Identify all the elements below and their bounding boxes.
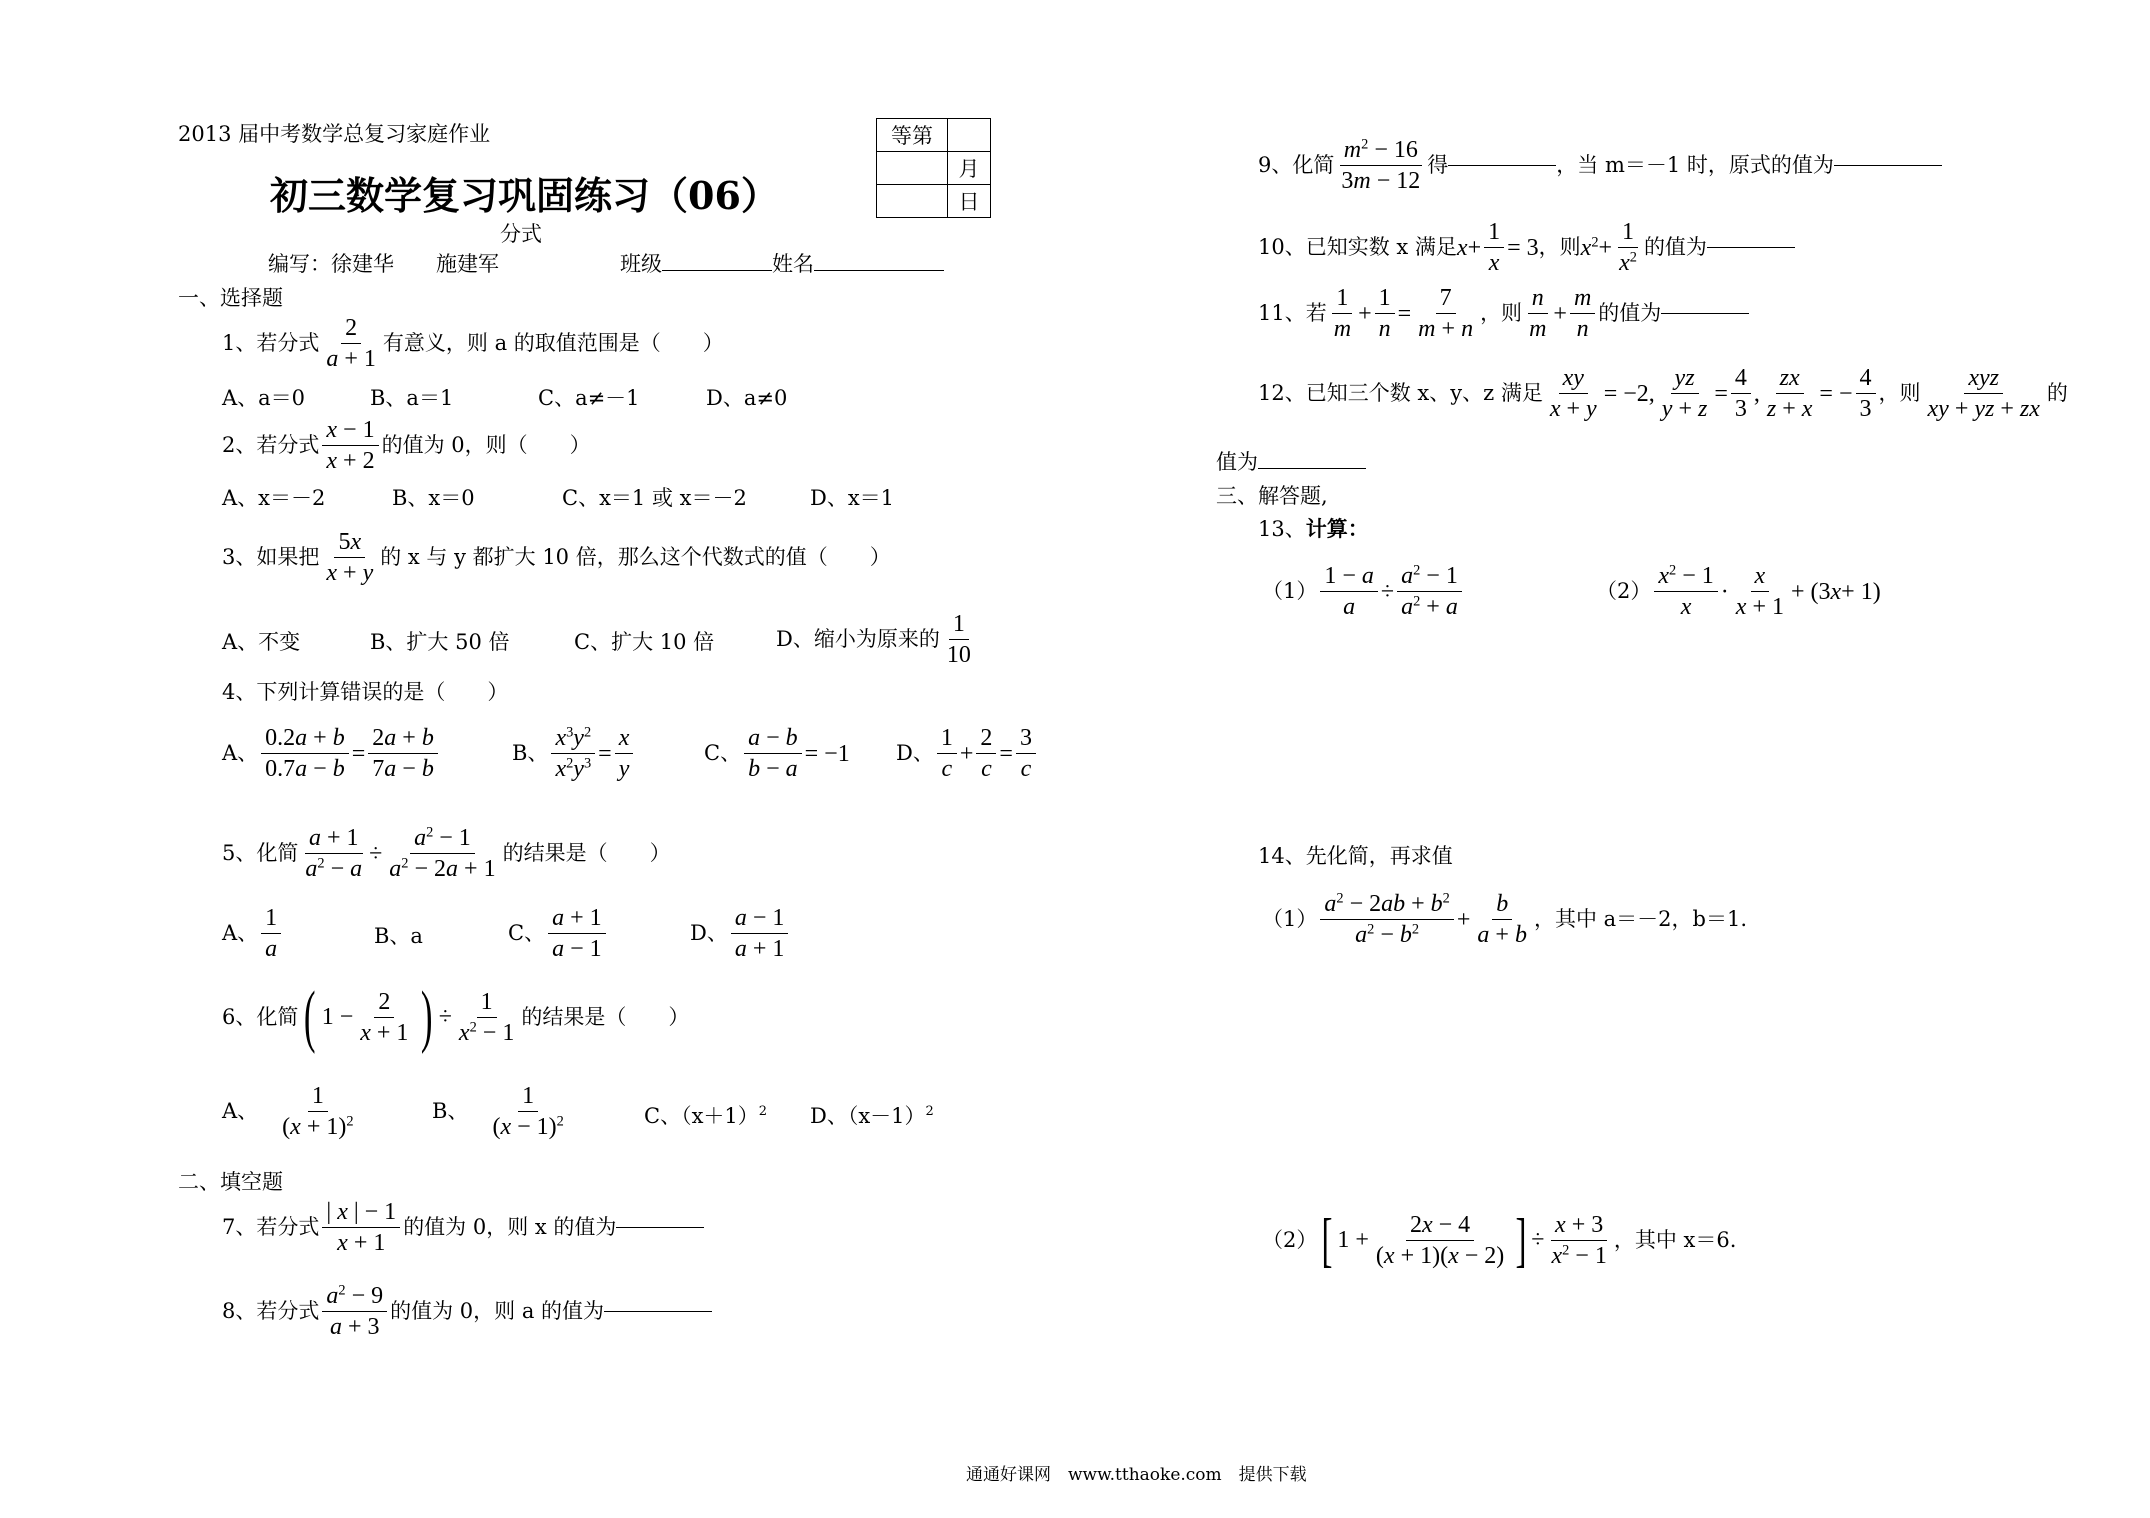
question-14: 14、先化简，再求值 — [1258, 844, 1453, 868]
q12-continuation: 值为 — [1216, 452, 1366, 473]
section-heading-solve: 三、解答题, — [1216, 484, 1328, 508]
question-3: 3、如果把 $\frac{5x}{x + y}$ 的 x 与 y 都扩大 10 倍，那么这个代数式的值（ ） — [222, 529, 891, 586]
q5-option-a[interactable]: A、 $\frac{1}{a}$ — [222, 906, 284, 961]
series-line: 2013 届中考数学总复习家庭作业 — [178, 122, 491, 146]
q9-blank-2[interactable] — [1834, 165, 1942, 166]
q13-part-2: （2） $\frac{x^2 - 1}{x}$ · $\frac{x}{x + 1}$ + (3 x + 1) — [1596, 562, 1881, 620]
question-7: 7、若分式 $\frac{| x | - 1}{x + 1}$ 的值为 0，则 x 的值为 — [222, 1200, 704, 1255]
q1-option-a[interactable]: A、a＝0 — [222, 386, 306, 410]
q3-option-c[interactable]: C、扩大 10 倍 — [574, 630, 715, 654]
q6-option-b[interactable]: B、 $\frac{1}{(x - 1)^2}$ — [432, 1083, 564, 1140]
q8-answer-blank[interactable] — [604, 1311, 712, 1312]
section-heading-fill: 二、填空题 — [178, 1170, 283, 1194]
q4-option-c[interactable]: C、 $\frac{a - b}{b - a}$ = −1 — [704, 725, 850, 782]
q10-answer-blank[interactable] — [1707, 247, 1795, 248]
question-11: 11、若 $\frac{1}{m}$ + $\frac{1}{n}$ = $\frac{7}{m + n}$ ，则 $\frac{n}{m}$ + $\frac{m}{n}$ 的值为 — [1258, 286, 1749, 341]
q9-blank-1[interactable] — [1448, 165, 1556, 166]
q14-part-2: （2） [ 1 + $\frac{2x - 4}{(x + 1)(x - 2)}$ ] ÷ $\frac{x + 3}{x^2 - 1}$ ，其中 x＝6. — [1262, 1207, 1737, 1273]
q6-option-d[interactable]: D、$(x-1)^2$ — [810, 1104, 934, 1128]
q11-answer-blank[interactable] — [1661, 313, 1749, 314]
question-6: 6、化简 ( 1 − $\frac{2}{x + 1}$ ) ÷ $\frac{1}{x^2 - 1}$ 的结果是（ ） — [222, 978, 690, 1055]
fraction: $\frac{2}{a + 1}$ — [326, 315, 376, 372]
q1-option-b[interactable]: B、a＝1 — [370, 386, 454, 410]
q12-answer-blank[interactable] — [1258, 468, 1366, 469]
q6-option-a[interactable]: A、 $\frac{1}{(x + 1)^2}$ — [222, 1083, 354, 1140]
topic-label: 分式 — [500, 222, 542, 246]
q4-option-a[interactable]: A、 $\frac{0.2a + b}{0.7a - b}$ = $\frac{2a + b}{7a - b}$ — [222, 726, 441, 781]
q4-option-d[interactable]: D、 $\frac{1}{c}$ + $\frac{2}{c}$ = $\frac{3}{c}$ — [896, 726, 1039, 781]
q4-option-b[interactable]: B、 $\frac{x^3y^2}{x^2y^3}$ = $\frac{x}{y}$ — [512, 726, 636, 781]
class-blank[interactable] — [662, 270, 772, 271]
question-8: 8、若分式 $\frac{a^2 - 9}{a + 3}$ 的值为 0，则 a 的值为 — [222, 1284, 712, 1339]
question-1: 1、若分式 $\frac{2}{a + 1}$ 有意义，则 a 的取值范围是（ ） — [222, 315, 724, 372]
question-10: 10、已知实数 x 满足 x + $\frac{1}{x}$ = 3 ，则 $x^2$ + $\frac{1}{x^2}$ 的值为 — [1258, 220, 1795, 275]
q5-option-c[interactable]: C、 $\frac{a + 1}{a - 1}$ — [508, 906, 609, 961]
q5-option-d[interactable]: D、 $\frac{a - 1}{a + 1}$ — [690, 906, 791, 961]
q5-option-b[interactable]: B、a — [374, 924, 423, 948]
q14-part-1: （1） $\frac{a^2 - 2ab + b^2}{a^2 - b^2}$ + $\frac{b}{a + b}$ ，其中 a＝－2，b＝1. — [1262, 890, 1748, 948]
question-4: 4、下列计算错误的是（ ） — [222, 680, 509, 704]
q2-option-d[interactable]: D、x＝1 — [810, 486, 895, 510]
class-name-fields: 班级 姓名 — [620, 254, 944, 275]
q13-part-1: （1） $\frac{1 - a}{a}$ ÷ $\frac{a^2 - 1}{a^2 + a}$ — [1262, 564, 1465, 619]
question-2: 2、若分式 $\frac{x - 1}{x + 2}$ 的值为 0，则（ ） — [222, 417, 591, 474]
q3-option-a[interactable]: A、不变 — [222, 630, 301, 654]
question-13: 13、计算： — [1258, 516, 1369, 541]
footer-credit: 通通好课网 www.tthaoke.com 提供下载 — [966, 1465, 1307, 1485]
question-12: 12、已知三个数 x、y、z 满足 $\frac{xy}{x + y}$ = −2, $\frac{yz}{y + z}$ = $\frac{4}{3}$ , $\frac{zx}{z + x}$ = − $\frac{4}{3}$ ，则 $\frac{\text{xyz}}{xy + yz + zx}$ 的 — [1258, 365, 2068, 422]
q1-option-d[interactable]: D、a≠0 — [706, 386, 788, 410]
q2-option-c[interactable]: C、x＝1 或 x＝－2 — [562, 486, 747, 510]
q2-option-a[interactable]: A、x＝－2 — [222, 486, 326, 510]
authors-line: 编写：徐建华 施建军 — [268, 252, 499, 276]
q3-option-b[interactable]: B、扩大 50 倍 — [370, 630, 510, 654]
q1-option-c[interactable]: C、a≠－1 — [538, 386, 640, 410]
question-9: 9、化简 $\frac{m^2 - 16}{3m - 12}$ 得 ，当 m＝－1 时，原式的值为 — [1258, 138, 1942, 193]
grade-stamp-box: 等第 月 日 — [876, 118, 991, 218]
section-heading-choice: 一、选择题 — [178, 286, 283, 310]
q2-option-b[interactable]: B、x＝0 — [392, 486, 475, 510]
page-title: 初三数学复习巩固练习（06） — [270, 173, 779, 218]
name-blank[interactable] — [814, 270, 944, 271]
question-5: 5、化简 $\frac{a + 1}{a^2 - a}$ ÷ $\frac{a^2 - 1}{a^2 - 2a + 1}$ 的结果是（ ） — [222, 824, 671, 882]
q7-answer-blank[interactable] — [616, 1227, 704, 1228]
q3-option-d[interactable]: D、缩小为原来的 $\frac{1}{10}$ — [776, 611, 971, 668]
q6-option-c[interactable]: C、$(x+1)^2$ — [644, 1104, 768, 1128]
